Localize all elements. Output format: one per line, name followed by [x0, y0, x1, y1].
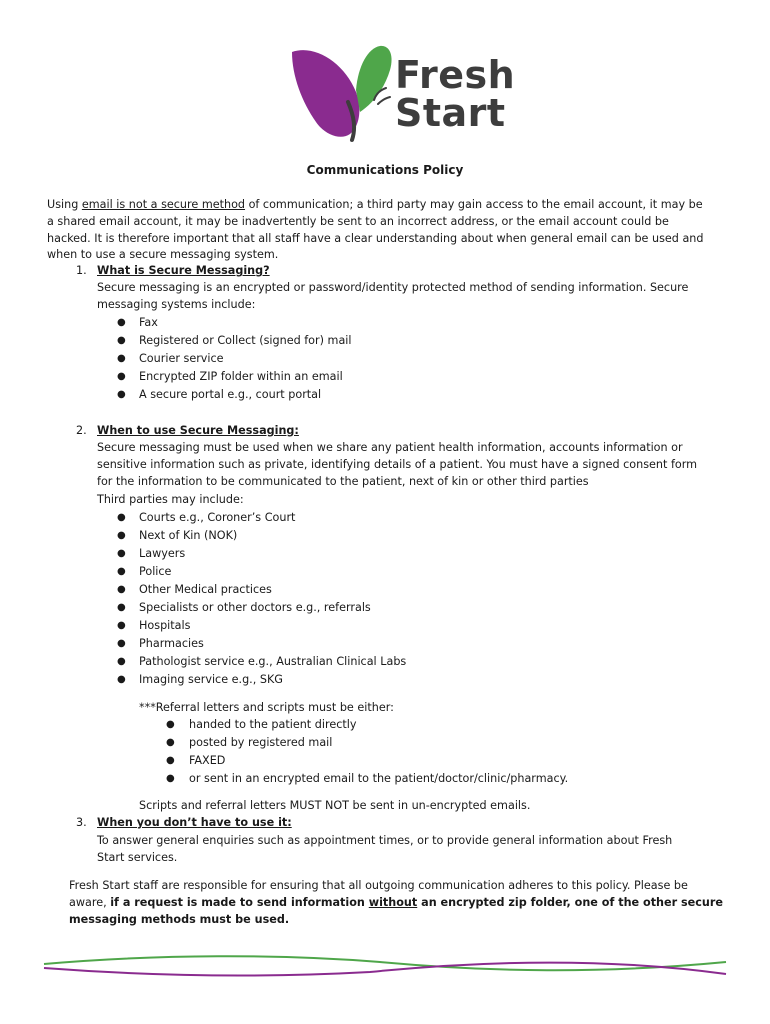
bullet-icon: ● — [117, 371, 126, 382]
section-2-line-2: sensitive information such as private, identifying details of a patient. You must have a signed consent form — [97, 458, 698, 471]
list-item: Registered or Collect (signed for) mail — [139, 334, 352, 347]
intro-emphasis: email is not a secure method — [81, 198, 246, 211]
page-title: Communications Policy — [306, 163, 464, 177]
intro-line-3: hacked. It is therefore important that all staff have a clear understanding about when general email can be used and — [47, 232, 704, 245]
referral-intro: ***Referral letters and scripts must be either: — [139, 701, 394, 714]
list-item: Imaging service e.g., SKG — [139, 673, 283, 686]
closing-line-3: messaging methods must be used. — [69, 913, 290, 926]
logo-wordmark — [395, 53, 516, 135]
bullet-icon: ● — [117, 602, 126, 613]
list-item: Fax — [139, 316, 158, 329]
bullet-icon: ● — [117, 548, 126, 559]
bullet-icon: ● — [117, 353, 126, 364]
section-2-line-3: for the information to be communicated to the patient, next of kin or other third parties — [97, 475, 589, 488]
section-3-heading: When you don’t have to use it: — [97, 816, 292, 829]
section-1-line-1: Secure messaging is an encrypted or password/identity protected method of sending information. Secure — [97, 281, 689, 294]
referral-warning: Scripts and referral letters MUST NOT be sent in un-encrypted emails. — [139, 799, 531, 812]
bullet-icon: ● — [166, 719, 175, 730]
list-item: Next of Kin (NOK) — [139, 529, 238, 542]
bullet-icon: ● — [117, 530, 126, 541]
section-2-line-1: Secure messaging must be used when we share any patient health information, accounts information or — [97, 441, 683, 454]
logo-line-2: Start — [395, 91, 506, 135]
footer-wave-decoration — [40, 950, 730, 986]
list-item: posted by registered mail — [189, 736, 333, 749]
list-item: FAXED — [189, 754, 226, 767]
section-2-number: 2. — [76, 424, 87, 437]
closing-line-1: Fresh Start staff are responsible for ensuring that all outgoing communication adheres to this policy. Please be — [69, 879, 688, 892]
bullet-icon: ● — [166, 755, 175, 766]
list-item: Police — [139, 565, 172, 578]
intro-line-4: when to use a secure messaging system. — [47, 248, 279, 261]
logo-line-1: Fresh — [395, 53, 516, 97]
list-item: Other Medical practices — [139, 583, 272, 596]
butterfly-green-wing — [356, 46, 392, 112]
list-item: Encrypted ZIP folder within an email — [139, 370, 343, 383]
bullet-icon: ● — [166, 737, 175, 748]
list-item: or sent in an encrypted email to the patient/doctor/clinic/pharmacy. — [189, 772, 569, 785]
section-1-number: 1. — [76, 264, 87, 277]
section-2-heading: When to use Secure Messaging: — [97, 424, 299, 437]
intro-line-2: a shared email account, it may be inadvertently be sent to an incorrect address, or the email account could be — [47, 215, 669, 228]
section-1-heading: What is Secure Messaging? — [97, 264, 270, 277]
section-3-number: 3. — [76, 816, 87, 829]
list-item: Pathologist service e.g., Australian Clinical Labs — [139, 655, 407, 668]
bullet-icon: ● — [117, 317, 126, 328]
list-item: Specialists or other doctors e.g., referrals — [139, 601, 371, 614]
bullet-icon: ● — [117, 566, 126, 577]
list-item: A secure portal e.g., court portal — [139, 388, 322, 401]
list-item: Lawyers — [139, 547, 186, 560]
bullet-icon: ● — [117, 389, 126, 400]
bullet-icon: ● — [117, 620, 126, 631]
closing-line-2: aware, if a request is made to send information without an encrypted zip folder, one of the other secure — [69, 896, 723, 909]
bullet-icon: ● — [117, 656, 126, 667]
butterfly-purple-wing — [292, 50, 359, 137]
bullet-icon: ● — [166, 773, 175, 784]
list-item: handed to the patient directly — [189, 718, 357, 731]
bullet-icon: ● — [117, 674, 126, 685]
intro-line-1: Using email is not a secure method of communication; a third party may gain access to the email account, it may be — [47, 198, 703, 211]
bullet-icon: ● — [117, 584, 126, 595]
bullet-icon: ● — [117, 512, 126, 523]
list-item: Hospitals — [139, 619, 191, 632]
bullet-icon: ● — [117, 335, 126, 346]
section-3-line-1: To answer general enquiries such as appointment times, or to provide general information about Fresh — [97, 834, 673, 847]
list-item: Pharmacies — [139, 637, 204, 650]
bullet-icon: ● — [117, 638, 126, 649]
section-1-line-2: messaging systems include: — [97, 298, 256, 311]
section-3-line-2: Start services. — [97, 851, 178, 864]
list-item: Courts e.g., Coroner’s Court — [139, 511, 296, 524]
list-item: Courier service — [139, 352, 224, 365]
section-2-line-4: Third parties may include: — [97, 493, 244, 506]
